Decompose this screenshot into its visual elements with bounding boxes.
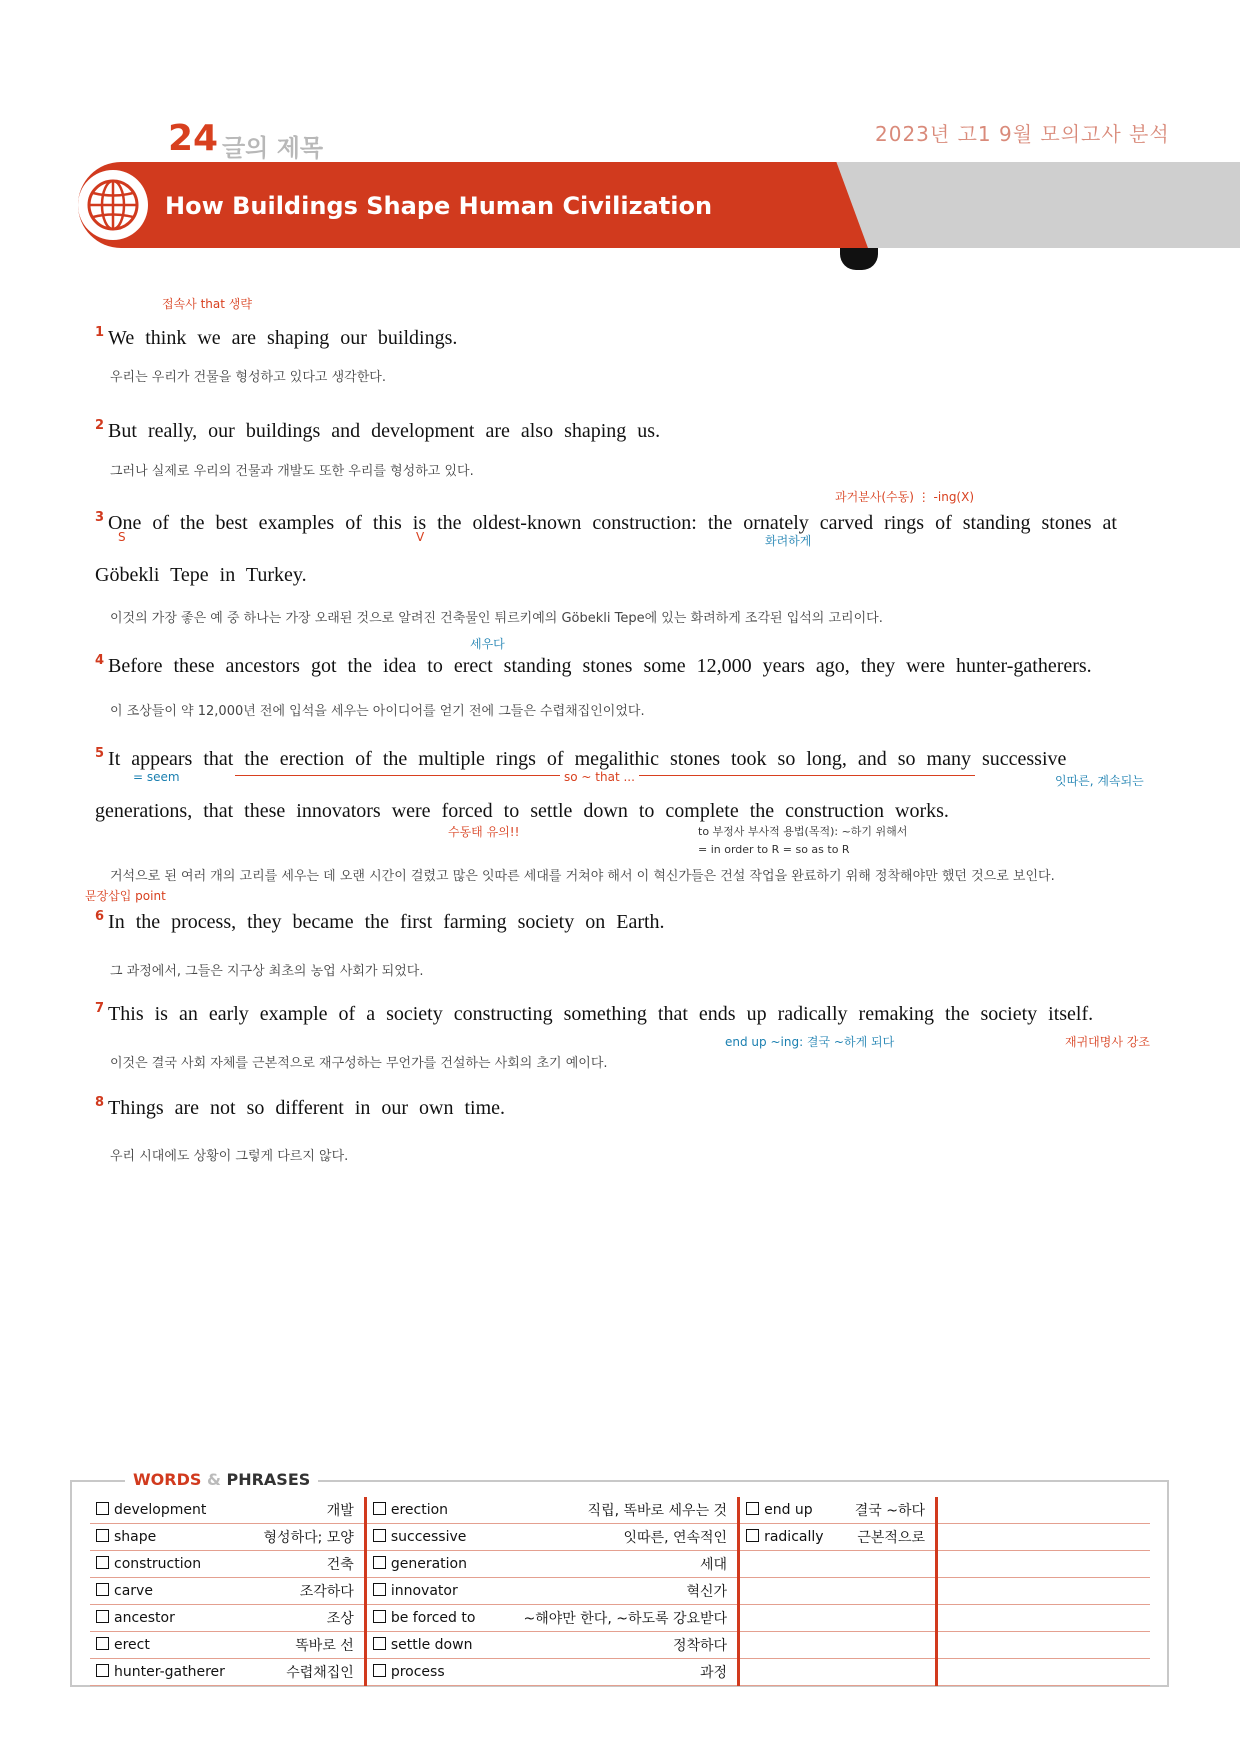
- sentence-text: But really, our buildings and development are also shaping us.: [108, 420, 661, 442]
- sentence-5: [95, 733, 1150, 837]
- translation-8: 우리 시대에도 상황이 그렇게 다르지 않다.: [110, 1149, 349, 1164]
- vocab-meaning: 건축: [326, 1557, 354, 1573]
- vocab-meaning: 개발: [326, 1503, 354, 1519]
- annotation: S: [118, 530, 126, 544]
- sentence-number: 6: [95, 909, 105, 925]
- vocab-meaning: 혁신가: [686, 1584, 728, 1600]
- vocab-term: carve: [114, 1583, 153, 1599]
- sentence-6: [95, 896, 1150, 948]
- sentence-text: We think we are shaping our buildings.: [108, 327, 458, 349]
- vocab-term: process: [390, 1664, 445, 1680]
- vocab-term: shape: [114, 1529, 157, 1545]
- translation-3: 이것의 가장 좋은 예 중 하나는 가장 오래된 것으로 알려진 건축물인 튀르키예의 Göbekli Tepe에 있는 화려하게 조각된 입석의 고리이다.: [110, 611, 883, 626]
- globe-icon: [78, 170, 148, 240]
- vocab-term: construction: [114, 1556, 202, 1572]
- vocab-meaning: 형성하다; 모양: [263, 1530, 354, 1546]
- annotation: 문장삽입 point: [85, 889, 166, 903]
- sentence-number: 5: [95, 746, 105, 762]
- sentence-text: It appears that the erection of the multiple rings of megalithic stones took so long, and so many successive: [108, 748, 1067, 770]
- vocab-term: erection: [390, 1502, 449, 1518]
- checkbox[interactable]: [746, 1502, 759, 1515]
- annotation: = seem: [133, 770, 180, 784]
- vocab-term: erect: [114, 1637, 150, 1653]
- annotation: 수동태 유의!!: [448, 825, 520, 839]
- sentence-number: 2: [95, 418, 105, 434]
- exam-label: 2023년 고1 9월 모의고사 분석: [875, 122, 1170, 146]
- vocab-table: [90, 1497, 1150, 1686]
- checkbox[interactable]: [373, 1502, 386, 1515]
- sentence-1: [95, 312, 1150, 364]
- vocab-term: be forced to: [390, 1610, 476, 1626]
- sentence-2: [95, 405, 1150, 457]
- vocab-empty: [937, 1524, 1151, 1551]
- checkbox[interactable]: [96, 1556, 109, 1569]
- sentence-text-cont: generations, that these innovators were forced to settle down to complete the construction works.: [95, 800, 949, 822]
- vocab-empty: [937, 1659, 1151, 1686]
- checkbox[interactable]: [96, 1583, 109, 1596]
- vocab-meaning: ~해야만 한다, ~하도록 강요받다: [523, 1611, 728, 1627]
- sentence-8: [95, 1082, 1150, 1134]
- annotation: 세우다: [470, 637, 505, 651]
- checkbox[interactable]: [373, 1637, 386, 1650]
- vocab-empty: [937, 1578, 1151, 1605]
- vocab-meaning: 수렵채집인: [286, 1665, 354, 1681]
- sentence-number: 1: [95, 325, 105, 341]
- words-title-amp: &: [206, 1470, 221, 1489]
- sentence-7: [95, 988, 1150, 1040]
- vocab-term: settle down: [390, 1637, 473, 1653]
- header-gray-bar: [820, 162, 1240, 248]
- sentence-text: This is an early example of a society constructing something that ends up radically remaking the society itself.: [108, 1003, 1094, 1025]
- checkbox[interactable]: [96, 1502, 109, 1515]
- annotation: = in order to R = so as to R: [698, 843, 850, 856]
- sentence-number: 3: [95, 510, 105, 526]
- sentence-text: Before these ancestors got the idea to erect standing stones some 12,000 years ago, they were hunter-gatherers.: [108, 655, 1092, 677]
- sentence-3: [95, 497, 1150, 601]
- translation-7: 이것은 결국 사회 자체를 근본적으로 재구성하는 무언가를 건설하는 사회의 초기 예이다.: [110, 1056, 608, 1071]
- vocab-row: [90, 1578, 1150, 1605]
- words-title-a: WORDS: [133, 1470, 202, 1489]
- sentence-text-cont: Göbekli Tepe in Turkey.: [95, 564, 307, 586]
- vocab-meaning: 세대: [700, 1557, 728, 1573]
- translation-5: 거석으로 된 여러 개의 고리를 세우는 데 오랜 시간이 걸렸고 많은 잇따른 세대를 거쳐야 해서 이 혁신가들은 건설 작업을 완료하기 위해 정착해야만 했던 것으로 보인다.: [110, 869, 1055, 884]
- vocab-meaning: 과정: [700, 1665, 728, 1681]
- words-title-b: PHRASES: [226, 1470, 311, 1489]
- checkbox[interactable]: [746, 1529, 759, 1542]
- vocab-term: innovator: [390, 1583, 458, 1599]
- vocab-meaning: 조상: [326, 1611, 354, 1627]
- page-title: How Buildings Shape Human Civilization: [165, 192, 713, 220]
- vocab-term: successive: [390, 1529, 467, 1545]
- annotation: V: [416, 530, 425, 544]
- vocab-meaning: 결국 ~하다: [854, 1503, 925, 1519]
- annotation: 화려하게: [765, 534, 812, 548]
- checkbox[interactable]: [373, 1583, 386, 1596]
- vocab-meaning: 정착하다: [672, 1638, 728, 1654]
- translation-6: 그 과정에서, 그들은 지구상 최초의 농업 사회가 되었다.: [110, 964, 424, 979]
- sentence-number: 7: [95, 1001, 105, 1017]
- sentence-number: 4: [95, 653, 105, 669]
- words-title: [125, 1470, 318, 1489]
- vocab-row: [90, 1605, 1150, 1632]
- vocab-term: end up: [764, 1502, 813, 1518]
- vocab-term: development: [114, 1502, 207, 1518]
- vocab-empty: [937, 1551, 1151, 1578]
- vocab-meaning: 똑바로 선: [295, 1638, 354, 1654]
- vocab-row: [90, 1497, 1150, 1524]
- vocab-term: radically: [764, 1529, 824, 1545]
- sentence-text: In the process, they became the first farming society on Earth.: [108, 911, 665, 933]
- annotation: end up ~ing: 결국 ~하게 되다: [725, 1035, 895, 1049]
- checkbox[interactable]: [373, 1610, 386, 1623]
- vocab-term: ancestor: [114, 1610, 175, 1626]
- translation-1: 우리는 우리가 건물을 형성하고 있다고 생각한다.: [110, 370, 386, 385]
- sentence-text: One of the best examples of this is the oldest-known construction: the ornately carved rings of standing stones at: [108, 512, 1117, 534]
- vocab-meaning: 잇따른, 연속적인: [623, 1530, 728, 1546]
- checkbox[interactable]: [96, 1664, 109, 1677]
- vocab-empty: [937, 1605, 1151, 1632]
- sentence-4: [95, 640, 1150, 692]
- vocab-meaning: 조각하다: [299, 1584, 354, 1600]
- header-tab: [840, 248, 878, 270]
- annotation: 접속사 that 생략: [162, 297, 252, 311]
- annotation: to 부정사 부사적 용법(목적): ~하기 위해서: [698, 825, 908, 838]
- vocab-row: [90, 1524, 1150, 1551]
- vocab-row: [90, 1632, 1150, 1659]
- annotation: so ~ that ...: [560, 770, 639, 784]
- vocab-row: [90, 1659, 1150, 1686]
- vocab-row: [90, 1551, 1150, 1578]
- sentence-text: Things are not so different in our own time.: [108, 1097, 506, 1119]
- checkbox[interactable]: [96, 1637, 109, 1650]
- vocab-empty: [937, 1632, 1151, 1659]
- vocab-meaning: 근본적으로: [857, 1530, 925, 1546]
- checkbox[interactable]: [373, 1556, 386, 1569]
- checkbox[interactable]: [96, 1529, 109, 1542]
- annotation: 잇따른, 계속되는: [1055, 774, 1144, 788]
- vocab-term: hunter-gatherer: [114, 1664, 225, 1680]
- sentence-number: 8: [95, 1095, 105, 1111]
- vocab-empty: [937, 1497, 1151, 1524]
- translation-4: 이 조상들이 약 12,000년 전에 입석을 세우는 아이디어를 얻기 전에 그들은 수렵채집인이었다.: [110, 704, 645, 719]
- checkbox[interactable]: [96, 1610, 109, 1623]
- checkbox[interactable]: [373, 1664, 386, 1677]
- annotation: 과거분사(수동) ⋮ -ing(X): [835, 490, 975, 504]
- vocab-meaning: 직립, 똑바로 세우는 것: [587, 1503, 728, 1519]
- vocab-term: generation: [390, 1556, 467, 1572]
- annotation: 재귀대명사 강조: [1065, 1035, 1150, 1049]
- section-label: 글의 제목: [222, 134, 324, 162]
- checkbox[interactable]: [373, 1529, 386, 1542]
- section-number: 24: [168, 118, 219, 159]
- translation-2: 그러나 실제로 우리의 건물과 개발도 또한 우리를 형성하고 있다.: [110, 464, 474, 479]
